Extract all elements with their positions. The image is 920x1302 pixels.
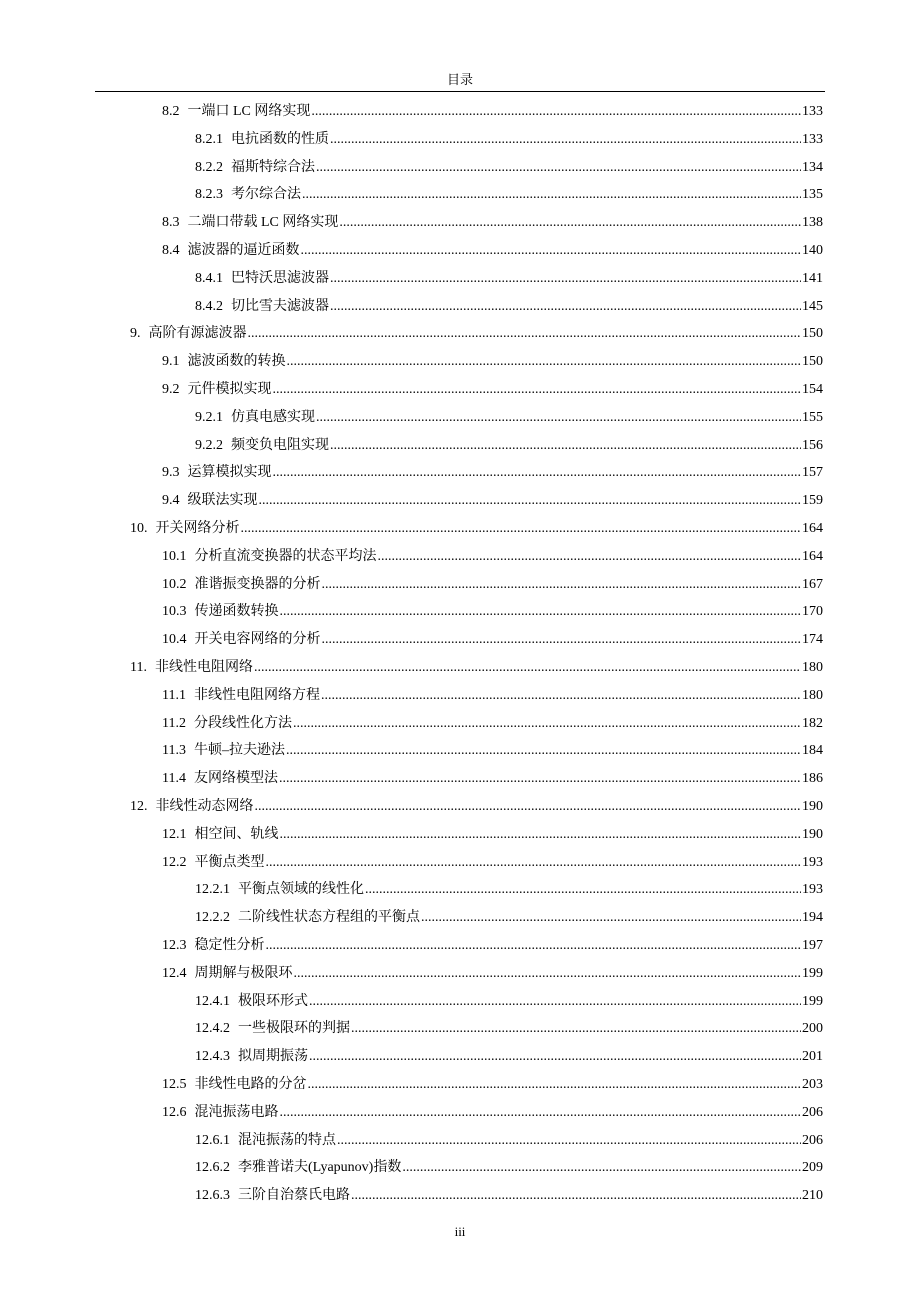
toc-entry-number: 9.3 bbox=[162, 465, 180, 481]
toc-entry-page: 180 bbox=[802, 687, 823, 703]
toc-leader-dots bbox=[273, 376, 802, 404]
toc-entry-page: 199 bbox=[802, 993, 823, 1009]
toc-entry[interactable] bbox=[162, 626, 823, 654]
toc-entry-page: 194 bbox=[802, 910, 823, 926]
toc-entry[interactable] bbox=[162, 1099, 823, 1127]
toc-leader-dots bbox=[330, 265, 801, 293]
toc-entry-page: 203 bbox=[802, 1077, 823, 1092]
toc-entry-page: 164 bbox=[802, 548, 823, 564]
toc-entry-page: 134 bbox=[802, 159, 823, 175]
toc-leader-dots bbox=[330, 126, 801, 154]
toc-leader-dots bbox=[316, 404, 801, 432]
toc-entry-title: 传递函数转换 bbox=[194, 604, 279, 620]
toc-leader-dots bbox=[302, 181, 801, 209]
toc-leader-dots bbox=[421, 904, 801, 932]
toc-entry-number: 11.2 bbox=[162, 715, 186, 731]
toc-entry[interactable] bbox=[162, 849, 823, 877]
toc-entry[interactable] bbox=[130, 515, 823, 543]
toc-entry-number: 12.2 bbox=[162, 854, 187, 870]
toc-entry-number: 9.2.2 bbox=[195, 437, 223, 453]
toc-entry-page: 186 bbox=[802, 771, 823, 787]
toc-entry-title: 分段线性化方法 bbox=[193, 715, 292, 731]
toc-entry-number: 9.2.1 bbox=[195, 409, 223, 425]
toc-entry-page: 190 bbox=[802, 799, 823, 814]
toc-leader-dots bbox=[309, 988, 801, 1016]
toc-entry-title: 周期解与极限环 bbox=[194, 965, 293, 981]
toc-entry-number: 9.2 bbox=[162, 382, 180, 397]
toc-entry[interactable] bbox=[195, 1182, 823, 1210]
toc-entry-number: 12.5 bbox=[162, 1077, 187, 1092]
toc-entry-page: 157 bbox=[802, 465, 823, 481]
toc-leader-dots bbox=[266, 932, 802, 960]
toc-entry-page: 170 bbox=[802, 604, 823, 620]
toc-entry-number: 9.1 bbox=[162, 354, 180, 370]
toc-leader-dots bbox=[287, 348, 802, 376]
toc-entry-page: 193 bbox=[802, 882, 823, 898]
toc-entry[interactable] bbox=[162, 932, 823, 960]
toc-entry-title: 拟周期振荡 bbox=[238, 1049, 308, 1065]
toc-entry[interactable] bbox=[162, 543, 823, 571]
header-title: 目录 bbox=[446, 72, 473, 87]
toc-entry[interactable] bbox=[162, 348, 823, 376]
toc-leader-dots bbox=[294, 960, 802, 988]
toc-leader-dots bbox=[293, 710, 801, 738]
toc-leader-dots bbox=[280, 598, 802, 626]
toc-entry-page: 182 bbox=[802, 715, 823, 731]
toc-entry-number: 8.2.2 bbox=[195, 159, 223, 175]
toc-entry[interactable] bbox=[162, 765, 823, 793]
toc-entry-number: 12.6 bbox=[162, 1104, 187, 1120]
toc-entry-page: 138 bbox=[802, 215, 823, 231]
toc-entry-number: 12.6.2 bbox=[195, 1160, 230, 1176]
toc-entry-title: 非线性电阻网络 bbox=[154, 660, 253, 675]
toc-entry-page: 155 bbox=[802, 409, 823, 425]
toc-entry-number: 12.2.1 bbox=[195, 882, 230, 898]
page-number: iii bbox=[454, 1224, 466, 1239]
toc-leader-dots bbox=[309, 1043, 801, 1071]
toc-entry-page: 206 bbox=[802, 1132, 823, 1148]
toc-entry-number: 10.4 bbox=[162, 632, 187, 648]
toc-entry-number: 8.2.3 bbox=[195, 187, 223, 203]
toc-entry[interactable] bbox=[162, 737, 823, 765]
toc-entry-number: 10. bbox=[130, 521, 148, 536]
toc-entry[interactable] bbox=[130, 793, 823, 821]
toc-entry-title: 非线性电路的分岔 bbox=[194, 1077, 307, 1092]
toc-entry[interactable] bbox=[195, 1154, 823, 1182]
toc-leader-dots bbox=[259, 487, 802, 515]
toc-entry-title: 电抗函数的性质 bbox=[231, 131, 329, 147]
toc-entry-number: 11. bbox=[130, 660, 147, 675]
toc-entry-title: 一些极限环的判据 bbox=[238, 1021, 350, 1037]
toc-entry-number: 11.3 bbox=[162, 743, 186, 759]
toc-entry[interactable] bbox=[195, 181, 823, 209]
toc-entry-page: 210 bbox=[802, 1188, 823, 1204]
toc-leader-dots bbox=[330, 432, 801, 460]
toc-entry-number: 10.1 bbox=[162, 548, 187, 564]
toc-entry[interactable] bbox=[162, 960, 823, 988]
toc-leader-dots bbox=[248, 320, 802, 348]
toc-entry-number: 12.6.1 bbox=[195, 1132, 230, 1148]
toc-entry[interactable] bbox=[195, 1127, 823, 1155]
toc-entry[interactable] bbox=[195, 154, 823, 182]
toc-leader-dots bbox=[254, 654, 801, 682]
toc-leader-dots bbox=[280, 821, 802, 849]
toc-entry-page: 197 bbox=[802, 938, 823, 953]
toc-leader-dots bbox=[308, 1071, 802, 1099]
toc-entry-page: 164 bbox=[802, 521, 823, 536]
toc-entry-title: 非线性动态网络 bbox=[155, 799, 254, 814]
toc-entry[interactable] bbox=[195, 404, 823, 432]
toc-entry-number: 11.1 bbox=[162, 687, 186, 703]
toc-entry-page: 145 bbox=[802, 298, 823, 314]
toc-entry[interactable] bbox=[195, 1043, 823, 1071]
toc-entry[interactable] bbox=[162, 821, 823, 849]
toc-leader-dots bbox=[273, 459, 802, 487]
toc-entry-page: 209 bbox=[802, 1160, 823, 1176]
toc-entry-title: 非线性电阻网络方程 bbox=[193, 687, 320, 703]
toc-entry-title: 切比雪夫滤波器 bbox=[231, 298, 329, 314]
toc-entry-title: 稳定性分析 bbox=[194, 938, 265, 953]
toc-entry[interactable] bbox=[195, 876, 823, 904]
toc-entry[interactable] bbox=[130, 320, 823, 348]
toc-leader-dots bbox=[378, 543, 802, 571]
toc-entry[interactable] bbox=[130, 654, 823, 682]
toc-entry-page: 140 bbox=[802, 243, 823, 258]
toc-entry-title: 混沌振荡的特点 bbox=[238, 1132, 336, 1148]
toc-entry[interactable] bbox=[195, 265, 823, 293]
toc-entry[interactable] bbox=[162, 209, 823, 237]
toc-entry-number: 8.4.2 bbox=[195, 298, 223, 314]
toc-entry[interactable] bbox=[162, 1071, 823, 1099]
toc-leader-dots bbox=[241, 515, 802, 543]
toc-leader-dots bbox=[280, 1099, 802, 1127]
page-footer bbox=[95, 1222, 825, 1242]
toc-entry-title: 仿真电感实现 bbox=[231, 409, 315, 425]
toc-leader-dots bbox=[255, 793, 802, 821]
page-header bbox=[95, 70, 825, 90]
toc-entry-title: 开关网络分析 bbox=[155, 521, 240, 536]
toc-entry-title: 友网络模型法 bbox=[193, 771, 278, 787]
toc-entry-title: 平衡点领域的线性化 bbox=[238, 882, 364, 898]
toc-entry[interactable] bbox=[195, 988, 823, 1016]
toc-entry-number: 11.4 bbox=[162, 771, 186, 787]
toc-entry-number: 8.4.1 bbox=[195, 270, 223, 286]
toc-entry-title: 牛顿–拉夫逊法 bbox=[193, 743, 285, 759]
toc-entry-number: 12.4.3 bbox=[195, 1049, 230, 1065]
toc-entry-number: 12.4.2 bbox=[195, 1021, 230, 1037]
toc-entry-page: 201 bbox=[802, 1049, 823, 1065]
toc-entry-page: 154 bbox=[802, 382, 823, 397]
toc-entry[interactable] bbox=[195, 293, 823, 321]
toc-entry-title: 高阶有源滤波器 bbox=[148, 326, 247, 342]
toc-entry-number: 10.2 bbox=[162, 576, 187, 592]
toc-entry-title: 频变负电阻实现 bbox=[231, 437, 329, 453]
toc-entry[interactable] bbox=[195, 904, 823, 932]
toc-entry[interactable] bbox=[162, 598, 823, 626]
toc-entry-page: 150 bbox=[802, 326, 823, 342]
toc-entry-page: 174 bbox=[802, 632, 823, 648]
toc-entry-title: 滤波器的逼近函数 bbox=[187, 243, 300, 258]
toc-leader-dots bbox=[339, 209, 801, 237]
toc-leader-dots bbox=[351, 1182, 801, 1210]
toc-entry-title: 运算模拟实现 bbox=[187, 465, 272, 481]
toc-entry-title: 极限环形式 bbox=[238, 993, 308, 1009]
toc-entry[interactable] bbox=[195, 126, 823, 154]
toc-entry-number: 12.3 bbox=[162, 938, 187, 953]
toc-leader-dots bbox=[402, 1154, 801, 1182]
toc-entry[interactable] bbox=[162, 682, 823, 710]
toc-entry-number: 12.4.1 bbox=[195, 993, 230, 1009]
toc-leader-dots bbox=[322, 626, 802, 654]
toc-leader-dots bbox=[266, 849, 802, 877]
toc-leader-dots bbox=[286, 737, 801, 765]
toc-entry-title: 准谐振变换器的分析 bbox=[194, 576, 321, 592]
toc-entry-title: 李雅普诺夫(Lyapunov)指数 bbox=[238, 1160, 402, 1176]
toc-leader-dots bbox=[322, 571, 802, 599]
toc-entry-number: 9.4 bbox=[162, 493, 180, 509]
toc-entry-page: 184 bbox=[802, 743, 823, 759]
toc-entry-page: 200 bbox=[802, 1021, 823, 1037]
toc-entry-title: 巴特沃思滤波器 bbox=[231, 270, 329, 286]
toc-entry-number: 10.3 bbox=[162, 604, 187, 620]
toc-entry[interactable] bbox=[162, 571, 823, 599]
toc-entry-title: 二端口带载 LC 网络实现 bbox=[187, 215, 339, 231]
toc-entry[interactable] bbox=[162, 98, 823, 126]
toc-entry[interactable] bbox=[162, 376, 823, 404]
toc-entry-page: 180 bbox=[802, 660, 823, 675]
toc-entry-title: 相空间、轨线 bbox=[194, 826, 279, 842]
header-rule bbox=[95, 91, 825, 92]
toc-entry-title: 混沌振荡电路 bbox=[194, 1104, 279, 1120]
toc-leader-dots bbox=[351, 1015, 801, 1043]
toc-entry-page: 141 bbox=[802, 270, 823, 286]
toc-leader-dots bbox=[330, 293, 801, 321]
toc-entry-number: 12. bbox=[130, 799, 148, 814]
toc-leader-dots bbox=[365, 876, 801, 904]
toc-entry-title: 考尔综合法 bbox=[231, 187, 301, 203]
toc-entry[interactable] bbox=[162, 237, 823, 265]
toc-leader-dots bbox=[316, 154, 801, 182]
toc-entry-number: 12.4 bbox=[162, 965, 187, 981]
toc-entry-title: 福斯特综合法 bbox=[231, 159, 315, 175]
toc-entry[interactable] bbox=[162, 459, 823, 487]
toc-leader-dots bbox=[279, 765, 801, 793]
toc-leader-dots bbox=[311, 98, 801, 126]
toc-entry[interactable] bbox=[162, 710, 823, 738]
toc-entry-page: 167 bbox=[802, 576, 823, 592]
toc-entry-page: 156 bbox=[802, 437, 823, 453]
toc-entry-number: 8.2.1 bbox=[195, 131, 223, 147]
toc-entry-number: 8.4 bbox=[162, 243, 180, 258]
toc-entry[interactable] bbox=[195, 1015, 823, 1043]
toc-entry-page: 133 bbox=[802, 131, 823, 147]
toc-entry-number: 12.2.2 bbox=[195, 910, 230, 926]
toc-entry-title: 一端口 LC 网络实现 bbox=[187, 104, 311, 119]
toc-entry-number: 12.6.3 bbox=[195, 1188, 230, 1204]
toc-entry-title: 级联法实现 bbox=[187, 493, 258, 509]
toc-entry-title: 开关电容网络的分析 bbox=[194, 632, 321, 648]
toc-entry-number: 12.1 bbox=[162, 826, 187, 842]
toc-entry-page: 199 bbox=[802, 965, 823, 981]
toc-leader-dots bbox=[321, 682, 801, 710]
toc-entry-title: 分析直流变换器的状态平均法 bbox=[194, 548, 377, 564]
toc-entry-page: 190 bbox=[802, 826, 823, 842]
toc-leader-dots bbox=[301, 237, 802, 265]
toc-entry-title: 三阶自治蔡氏电路 bbox=[238, 1188, 350, 1204]
toc-entry-title: 平衡点类型 bbox=[194, 854, 265, 870]
toc-entry-number: 8.3 bbox=[162, 215, 180, 231]
toc-entry-title: 滤波函数的转换 bbox=[187, 354, 286, 370]
toc-leader-dots bbox=[337, 1127, 801, 1155]
toc-entry-page: 135 bbox=[802, 187, 823, 203]
toc-entry-title: 二阶线性状态方程组的平衡点 bbox=[238, 910, 420, 926]
toc-entry-number: 9. bbox=[130, 326, 141, 342]
toc-entry-page: 206 bbox=[802, 1104, 823, 1120]
toc-entry-page: 133 bbox=[802, 104, 823, 119]
toc-entry-page: 150 bbox=[802, 354, 823, 370]
toc-entry-number: 8.2 bbox=[162, 104, 180, 119]
toc-entry-page: 193 bbox=[802, 854, 823, 870]
toc-entry-title: 元件模拟实现 bbox=[187, 382, 272, 397]
toc-entry-page: 159 bbox=[802, 493, 823, 509]
toc-entry[interactable] bbox=[162, 487, 823, 515]
toc-entry[interactable] bbox=[195, 432, 823, 460]
